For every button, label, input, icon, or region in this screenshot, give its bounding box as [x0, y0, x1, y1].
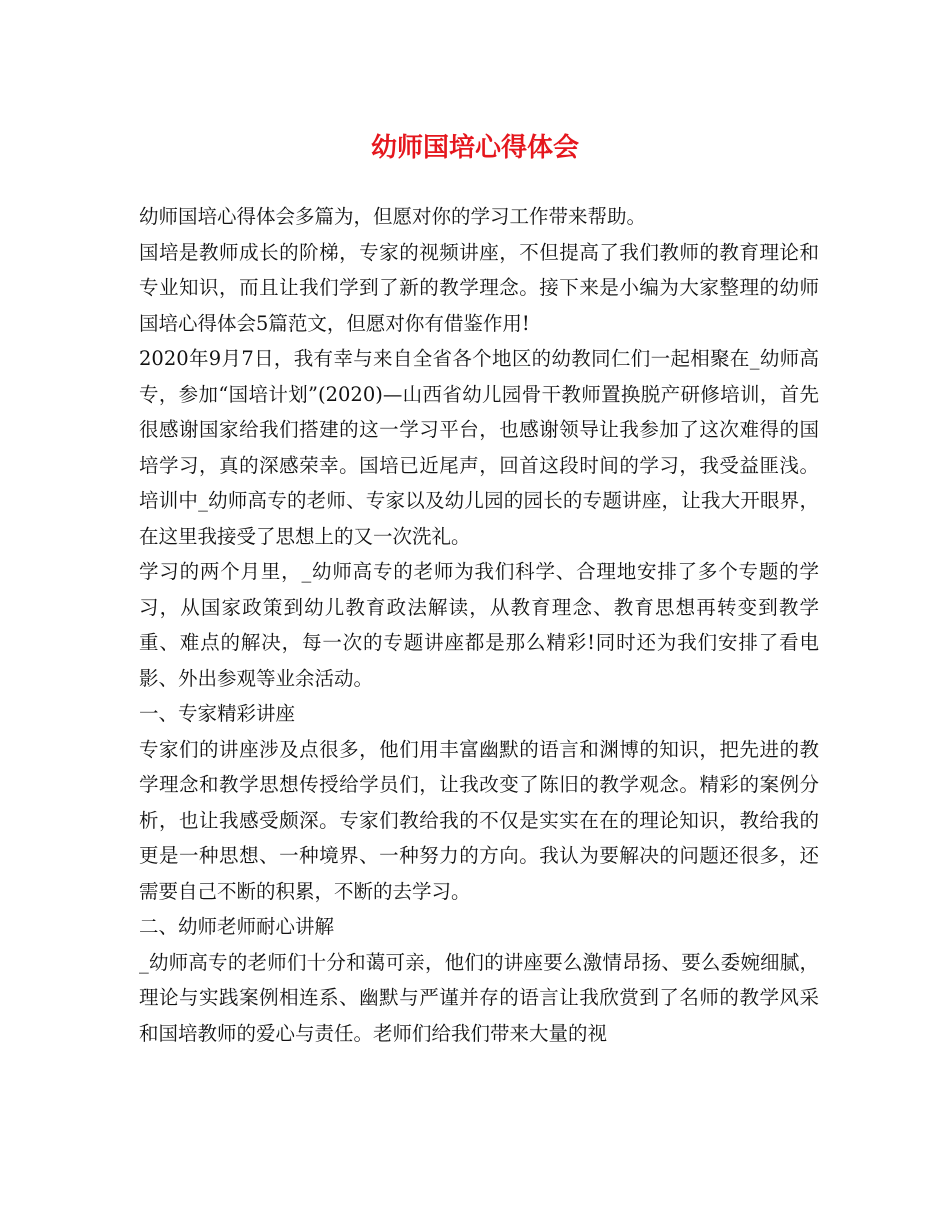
paragraph-teacher-explanation: _幼师高专的老师们十分和蔼可亲，他们的讲座要么激情昂扬、要么委婉细腻，理论与实践案例相连系、幽默与严谨并存的语言让我欣赏到了名师的教学风采和国培教师的爱心与责任。老师们给我们带来大量的视	[139, 950, 819, 1045]
paragraph-expert-lectures: 专家们的讲座涉及点很多，他们用丰富幽默的语言和渊博的知识，把先进的教学理念和教学思想传授给学员们，让我改变了陈旧的教学观念。精彩的案例分析，也让我感受颇深。专家们教给我的不仅是实实在在的理论知识，教给我的更是一种思想、一种境界、一种努力的方向。我认为要解决的问题还很多，还需要自己不断的积累，不断的去学习。	[139, 737, 819, 903]
section-heading-teacher-explanation: 二、幼师老师耐心讲解	[139, 915, 335, 938]
document-body	[139, 199, 819, 1051]
paragraph-two-months: 学习的两个月里，_幼师高专的老师为我们科学、合理地安排了多个专题的学习，从国家政策到幼儿教育政法解读，从教育理念、教育思想再转变到教学重、难点的解决，每一次的专题讲座都是那么精彩!同时还为我们安排了看电影、外出参观等业余活动。	[139, 560, 819, 690]
paragraph-training-start: 2020年9月7日，我有幸与来自全省各个地区的幼教同仁们一起相聚在_幼师高专，参加“国培计划”(2020)—山西省幼儿园骨干教师置换脱产研修培训，首先很感谢国家给我们搭建的这一学习平台，也感谢领导让我参加了这次难得的国培学习，真的深感荣幸。国培已近尾声，回首这段时间的学习，我受益匪浅。培训中_幼师高专的老师、专家以及幼儿园的园长的专题讲座，让我大开眼界，在这里我接受了思想上的又一次洗礼。	[139, 347, 819, 548]
section-heading-expert-lectures: 一、专家精彩讲座	[139, 702, 296, 725]
paragraph-overview: 国培是教师成长的阶梯，专家的视频讲座，不但提高了我们教师的教育理论和专业知识，而且让我们学到了新的教学理念。接下来是小编为大家整理的幼师国培心得体会5篇范文，但愿对你有借鉴作用!	[139, 240, 819, 335]
paragraph-intro: 幼师国培心得体会多篇为，但愿对你的学习工作带来帮助。	[139, 205, 647, 228]
document-title: 幼师国培心得体会	[370, 133, 579, 163]
